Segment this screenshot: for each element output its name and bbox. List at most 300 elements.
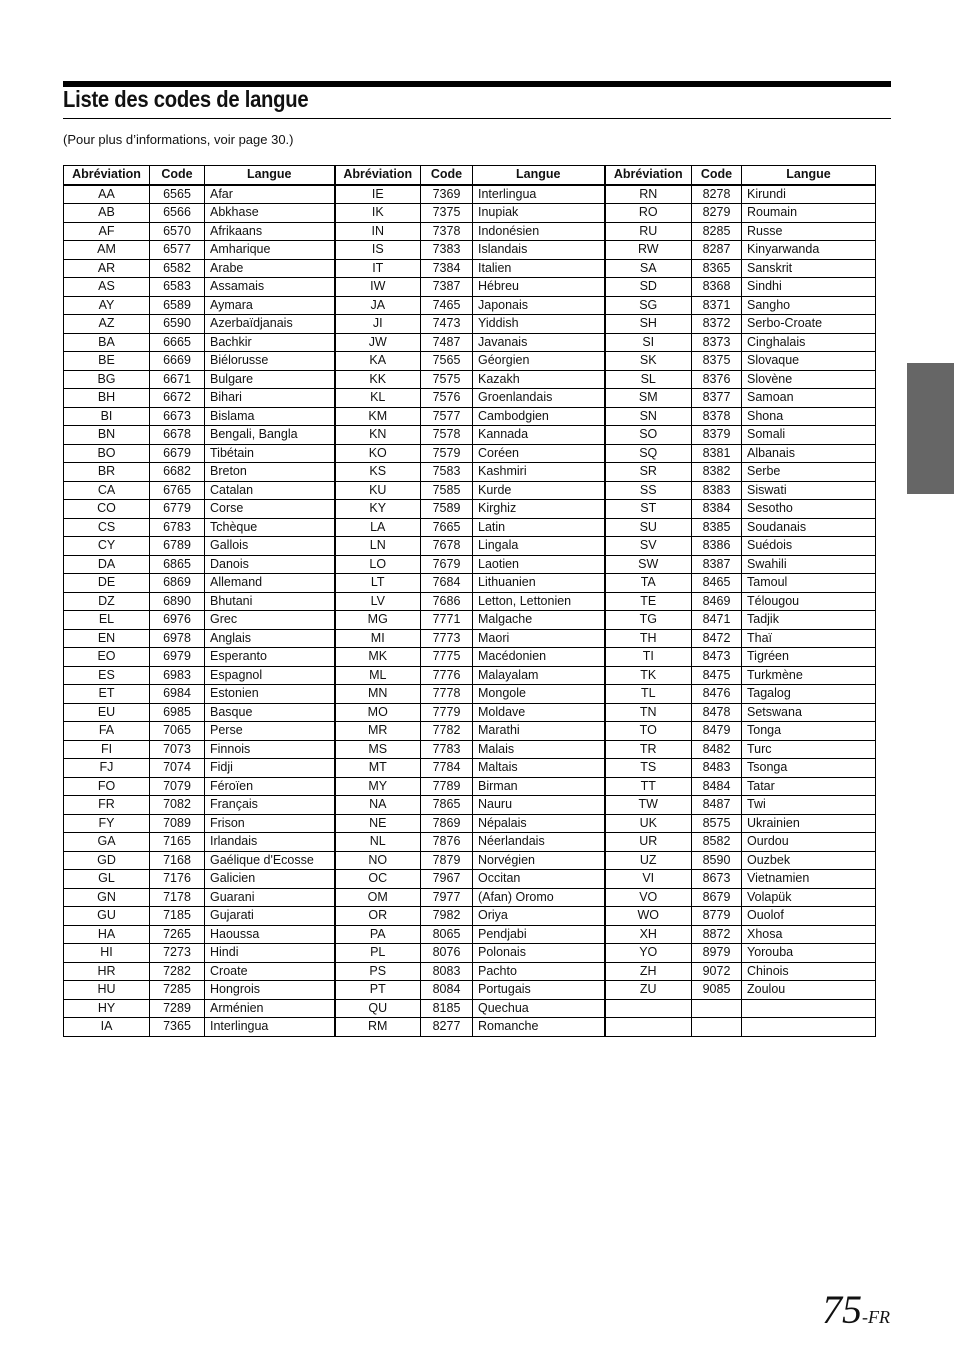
abbreviation-cell: SU xyxy=(605,518,692,537)
abbreviation-cell: IN xyxy=(335,222,421,241)
language-cell: Letton, Lettonien xyxy=(473,592,605,611)
abbreviation-cell: GN xyxy=(64,888,150,907)
header-lang: Langue xyxy=(473,166,605,185)
language-cell: Kannada xyxy=(473,426,605,445)
language-cell: Pendjabi xyxy=(473,925,605,944)
abbreviation-cell: SO xyxy=(605,426,692,445)
language-cell: Swahili xyxy=(742,555,876,574)
abbreviation-cell: DE xyxy=(64,574,150,593)
abbreviation-cell: DA xyxy=(64,555,150,574)
abbreviation-cell: CO xyxy=(64,500,150,519)
abbreviation-cell: TI xyxy=(605,648,692,667)
table-row xyxy=(64,389,876,408)
language-cell: Yiddish xyxy=(473,315,605,334)
language-cell: Géorgien xyxy=(473,352,605,371)
abbreviation-cell: SR xyxy=(605,463,692,482)
abbreviation-cell: AY xyxy=(64,296,150,315)
language-cell: Danois xyxy=(205,555,335,574)
abbreviation-cell: DZ xyxy=(64,592,150,611)
code-cell: 8285 xyxy=(692,222,742,241)
code-cell: 6671 xyxy=(150,370,205,389)
abbreviation-cell: RW xyxy=(605,241,692,260)
code-cell: 8679 xyxy=(692,888,742,907)
abbreviation-cell: JW xyxy=(335,333,421,352)
code-cell: 8484 xyxy=(692,777,742,796)
language-cell: Portugais xyxy=(473,981,605,1000)
abbreviation-cell: MS xyxy=(335,740,421,759)
abbreviation-cell: CY xyxy=(64,537,150,556)
abbreviation-cell: KU xyxy=(335,481,421,500)
code-cell: 6869 xyxy=(150,574,205,593)
header-abbr: Abréviation xyxy=(64,166,150,185)
language-cell: Arménien xyxy=(205,999,335,1018)
language-cell: Norvégien xyxy=(473,851,605,870)
language-cell: Tchèque xyxy=(205,518,335,537)
code-cell: 7977 xyxy=(421,888,473,907)
code-cell: 7879 xyxy=(421,851,473,870)
code-cell: 8378 xyxy=(692,407,742,426)
table-row xyxy=(64,500,876,519)
code-cell: 8872 xyxy=(692,925,742,944)
language-cell: Kirghiz xyxy=(473,500,605,519)
abbreviation-cell: RO xyxy=(605,204,692,223)
page-number xyxy=(822,1286,890,1333)
abbreviation-cell: YO xyxy=(605,944,692,963)
code-cell: 8779 xyxy=(692,907,742,926)
language-cell: Afrikaans xyxy=(205,222,335,241)
language-cell: Nauru xyxy=(473,796,605,815)
code-cell: 8487 xyxy=(692,796,742,815)
language-cell: Oriya xyxy=(473,907,605,926)
abbreviation-cell: GD xyxy=(64,851,150,870)
abbreviation-cell: OC xyxy=(335,870,421,889)
abbreviation-cell: SL xyxy=(605,370,692,389)
table-row xyxy=(64,518,876,537)
abbreviation-cell: FJ xyxy=(64,759,150,778)
language-cell: Hébreu xyxy=(473,278,605,297)
language-cell: Kurde xyxy=(473,481,605,500)
language-cell: Tamoul xyxy=(742,574,876,593)
code-cell: 6566 xyxy=(150,204,205,223)
code-cell: 7865 xyxy=(421,796,473,815)
code-cell: 8381 xyxy=(692,444,742,463)
language-cell: Bihari xyxy=(205,389,335,408)
code-cell: 7579 xyxy=(421,444,473,463)
abbreviation-cell: JI xyxy=(335,315,421,334)
code-cell: 7784 xyxy=(421,759,473,778)
code-cell: 8471 xyxy=(692,611,742,630)
abbreviation-cell: BA xyxy=(64,333,150,352)
code-cell: 8382 xyxy=(692,463,742,482)
language-cell: Suédois xyxy=(742,537,876,556)
table-row xyxy=(64,944,876,963)
code-cell: 6983 xyxy=(150,666,205,685)
abbreviation-cell: SA xyxy=(605,259,692,278)
code-cell: 8065 xyxy=(421,925,473,944)
abbreviation-cell: NO xyxy=(335,851,421,870)
table-row xyxy=(64,1018,876,1037)
language-cell: Maltais xyxy=(473,759,605,778)
code-cell: 6565 xyxy=(150,185,205,204)
abbreviation-cell: KA xyxy=(335,352,421,371)
table-row xyxy=(64,777,876,796)
code-cell: 6979 xyxy=(150,648,205,667)
header-abbr: Abréviation xyxy=(335,166,421,185)
abbreviation-cell: KN xyxy=(335,426,421,445)
code-cell: 8673 xyxy=(692,870,742,889)
language-cell: Volapük xyxy=(742,888,876,907)
language-cell: Tagalog xyxy=(742,685,876,704)
language-cell: Roumain xyxy=(742,204,876,223)
language-cell: Cinghalais xyxy=(742,333,876,352)
table-row xyxy=(64,315,876,334)
code-cell: 6865 xyxy=(150,555,205,574)
code-cell: 7565 xyxy=(421,352,473,371)
abbreviation-cell: UK xyxy=(605,814,692,833)
abbreviation-cell: SH xyxy=(605,315,692,334)
abbreviation-cell: SD xyxy=(605,278,692,297)
table-row xyxy=(64,814,876,833)
language-cell: Lithuanien xyxy=(473,574,605,593)
table-row xyxy=(64,555,876,574)
language-cell: Interlingua xyxy=(205,1018,335,1037)
language-cell: Malgache xyxy=(473,611,605,630)
abbreviation-cell: TE xyxy=(605,592,692,611)
code-cell xyxy=(692,1018,742,1037)
language-cell: Quechua xyxy=(473,999,605,1018)
header-code: Code xyxy=(150,166,205,185)
code-cell: 6673 xyxy=(150,407,205,426)
language-cell: Hongrois xyxy=(205,981,335,1000)
abbreviation-cell: BO xyxy=(64,444,150,463)
code-cell: 7265 xyxy=(150,925,205,944)
abbreviation-cell: IS xyxy=(335,241,421,260)
abbreviation-cell: MN xyxy=(335,685,421,704)
abbreviation-cell: ES xyxy=(64,666,150,685)
code-cell: 7773 xyxy=(421,629,473,648)
abbreviation-cell: BG xyxy=(64,370,150,389)
language-cell: Haoussa xyxy=(205,925,335,944)
abbreviation-cell: JA xyxy=(335,296,421,315)
language-cell: Gallois xyxy=(205,537,335,556)
code-cell: 8590 xyxy=(692,851,742,870)
language-cell: Tigréen xyxy=(742,648,876,667)
language-cell: Zoulou xyxy=(742,981,876,1000)
abbreviation-cell: FO xyxy=(64,777,150,796)
code-cell: 8379 xyxy=(692,426,742,445)
language-codes-table xyxy=(63,165,876,1037)
language-cell: Catalan xyxy=(205,481,335,500)
code-cell: 7684 xyxy=(421,574,473,593)
code-cell: 7178 xyxy=(150,888,205,907)
table-row xyxy=(64,592,876,611)
abbreviation-cell: QU xyxy=(335,999,421,1018)
language-cell: Esperanto xyxy=(205,648,335,667)
language-cell: Guarani xyxy=(205,888,335,907)
table-row xyxy=(64,537,876,556)
abbreviation-cell: NE xyxy=(335,814,421,833)
abbreviation-cell: VI xyxy=(605,870,692,889)
abbreviation-cell: FR xyxy=(64,796,150,815)
table-row xyxy=(64,463,876,482)
abbreviation-cell: PT xyxy=(335,981,421,1000)
abbreviation-cell: IK xyxy=(335,204,421,223)
table-row xyxy=(64,481,876,500)
language-cell: Amharique xyxy=(205,241,335,260)
abbreviation-cell: AS xyxy=(64,278,150,297)
language-cell: Chinois xyxy=(742,962,876,981)
code-cell: 6890 xyxy=(150,592,205,611)
page-number-suffix: -FR xyxy=(862,1307,890,1327)
language-cell: Twi xyxy=(742,796,876,815)
abbreviation-cell: SG xyxy=(605,296,692,315)
language-cell: Bachkir xyxy=(205,333,335,352)
table-header-row xyxy=(64,166,876,185)
table-row xyxy=(64,296,876,315)
code-cell: 7074 xyxy=(150,759,205,778)
code-cell: 7375 xyxy=(421,204,473,223)
abbreviation-cell: EU xyxy=(64,703,150,722)
abbreviation-cell: RM xyxy=(335,1018,421,1037)
abbreviation-cell: TO xyxy=(605,722,692,741)
code-cell: 7285 xyxy=(150,981,205,1000)
language-cell: Allemand xyxy=(205,574,335,593)
language-cell: Ouzbek xyxy=(742,851,876,870)
code-cell: 8465 xyxy=(692,574,742,593)
code-cell: 8373 xyxy=(692,333,742,352)
code-cell: 8387 xyxy=(692,555,742,574)
language-cell: Croate xyxy=(205,962,335,981)
abbreviation-cell: IW xyxy=(335,278,421,297)
language-cell: Arabe xyxy=(205,259,335,278)
code-cell: 7576 xyxy=(421,389,473,408)
code-cell: 6783 xyxy=(150,518,205,537)
language-cell: Latin xyxy=(473,518,605,537)
language-cell: Afar xyxy=(205,185,335,204)
abbreviation-cell: EO xyxy=(64,648,150,667)
header-lang: Langue xyxy=(742,166,876,185)
abbreviation-cell: GA xyxy=(64,833,150,852)
abbreviation-cell: OR xyxy=(335,907,421,926)
language-cell: Français xyxy=(205,796,335,815)
code-cell: 8368 xyxy=(692,278,742,297)
code-cell: 8476 xyxy=(692,685,742,704)
code-cell: 7289 xyxy=(150,999,205,1018)
language-cell: Népalais xyxy=(473,814,605,833)
abbreviation-cell: WO xyxy=(605,907,692,926)
language-cell: Pachto xyxy=(473,962,605,981)
abbreviation-cell: MK xyxy=(335,648,421,667)
code-cell: 8287 xyxy=(692,241,742,260)
language-cell: Groenlandais xyxy=(473,389,605,408)
code-cell: 8473 xyxy=(692,648,742,667)
table-row xyxy=(64,981,876,1000)
language-cell: Bulgare xyxy=(205,370,335,389)
abbreviation-cell: AZ xyxy=(64,315,150,334)
language-cell: Serbe xyxy=(742,463,876,482)
abbreviation-cell: BR xyxy=(64,463,150,482)
table-row xyxy=(64,407,876,426)
language-cell xyxy=(742,999,876,1018)
code-cell: 6583 xyxy=(150,278,205,297)
language-cell: Shona xyxy=(742,407,876,426)
language-cell: Ourdou xyxy=(742,833,876,852)
language-cell: Bengali, Bangla xyxy=(205,426,335,445)
abbreviation-cell: HU xyxy=(64,981,150,1000)
abbreviation-cell: BN xyxy=(64,426,150,445)
language-cell: Grec xyxy=(205,611,335,630)
language-cell: Tonga xyxy=(742,722,876,741)
code-cell: 8478 xyxy=(692,703,742,722)
code-cell: 7465 xyxy=(421,296,473,315)
language-cell: Tibétain xyxy=(205,444,335,463)
language-cell: Fidji xyxy=(205,759,335,778)
language-cell: (Afan) Oromo xyxy=(473,888,605,907)
abbreviation-cell: MY xyxy=(335,777,421,796)
code-cell: 8482 xyxy=(692,740,742,759)
code-cell: 8582 xyxy=(692,833,742,852)
code-cell: 6570 xyxy=(150,222,205,241)
code-cell: 7383 xyxy=(421,241,473,260)
code-cell: 7686 xyxy=(421,592,473,611)
table-row xyxy=(64,759,876,778)
abbreviation-cell: ZU xyxy=(605,981,692,1000)
language-cell: Yorouba xyxy=(742,944,876,963)
code-cell: 9085 xyxy=(692,981,742,1000)
abbreviation-cell: KK xyxy=(335,370,421,389)
abbreviation-cell: SQ xyxy=(605,444,692,463)
language-cell: Polonais xyxy=(473,944,605,963)
language-cell: Bislama xyxy=(205,407,335,426)
code-cell: 8076 xyxy=(421,944,473,963)
table-row xyxy=(64,888,876,907)
code-cell: 7273 xyxy=(150,944,205,963)
code-cell: 7577 xyxy=(421,407,473,426)
abbreviation-cell: TH xyxy=(605,629,692,648)
code-cell: 8083 xyxy=(421,962,473,981)
code-cell: 7585 xyxy=(421,481,473,500)
table-row xyxy=(64,703,876,722)
abbreviation-cell: VO xyxy=(605,888,692,907)
abbreviation-cell: AR xyxy=(64,259,150,278)
abbreviation-cell xyxy=(605,1018,692,1037)
code-cell: 7778 xyxy=(421,685,473,704)
code-cell: 7473 xyxy=(421,315,473,334)
language-cell: Hindi xyxy=(205,944,335,963)
abbreviation-cell: ST xyxy=(605,500,692,519)
abbreviation-cell: SI xyxy=(605,333,692,352)
language-cell: Féroïen xyxy=(205,777,335,796)
table-row xyxy=(64,999,876,1018)
abbreviation-cell: ET xyxy=(64,685,150,704)
abbreviation-cell: TT xyxy=(605,777,692,796)
code-cell: 7583 xyxy=(421,463,473,482)
table-row xyxy=(64,352,876,371)
code-cell: 8376 xyxy=(692,370,742,389)
abbreviation-cell: UZ xyxy=(605,851,692,870)
language-cell: Sesotho xyxy=(742,500,876,519)
table-row xyxy=(64,740,876,759)
code-cell: 6765 xyxy=(150,481,205,500)
code-cell: 7779 xyxy=(421,703,473,722)
table-row xyxy=(64,241,876,260)
language-cell: Kirundi xyxy=(742,185,876,204)
code-cell: 8483 xyxy=(692,759,742,778)
abbreviation-cell: LN xyxy=(335,537,421,556)
language-cell: Turkmène xyxy=(742,666,876,685)
language-cell: Cambodgien xyxy=(473,407,605,426)
code-cell xyxy=(692,999,742,1018)
code-cell: 6672 xyxy=(150,389,205,408)
table-row xyxy=(64,648,876,667)
language-cell: Slovaque xyxy=(742,352,876,371)
language-cell: Anglais xyxy=(205,629,335,648)
language-cell: Javanais xyxy=(473,333,605,352)
code-cell: 8278 xyxy=(692,185,742,204)
abbreviation-cell: PL xyxy=(335,944,421,963)
code-cell: 7776 xyxy=(421,666,473,685)
code-cell: 8479 xyxy=(692,722,742,741)
abbreviation-cell: SS xyxy=(605,481,692,500)
code-cell: 7678 xyxy=(421,537,473,556)
table-row xyxy=(64,426,876,445)
abbreviation-cell: RN xyxy=(605,185,692,204)
abbreviation-cell: TK xyxy=(605,666,692,685)
abbreviation-cell: AF xyxy=(64,222,150,241)
code-cell: 7982 xyxy=(421,907,473,926)
language-cell: Slovène xyxy=(742,370,876,389)
table-row xyxy=(64,222,876,241)
abbreviation-cell: OM xyxy=(335,888,421,907)
header-code: Code xyxy=(421,166,473,185)
code-cell: 7575 xyxy=(421,370,473,389)
abbreviation-cell: CS xyxy=(64,518,150,537)
language-cell xyxy=(742,1018,876,1037)
code-cell: 6577 xyxy=(150,241,205,260)
abbreviation-cell: NL xyxy=(335,833,421,852)
abbreviation-cell: KO xyxy=(335,444,421,463)
language-cell: Tadjik xyxy=(742,611,876,630)
abbreviation-cell: PS xyxy=(335,962,421,981)
table-row xyxy=(64,278,876,297)
table-row xyxy=(64,870,876,889)
abbreviation-cell: TR xyxy=(605,740,692,759)
code-cell: 6669 xyxy=(150,352,205,371)
code-cell: 6665 xyxy=(150,333,205,352)
header-code: Code xyxy=(692,166,742,185)
abbreviation-cell: HA xyxy=(64,925,150,944)
code-cell: 7282 xyxy=(150,962,205,981)
code-cell: 7168 xyxy=(150,851,205,870)
code-cell: 9072 xyxy=(692,962,742,981)
code-cell: 7378 xyxy=(421,222,473,241)
language-cell: Inupiak xyxy=(473,204,605,223)
code-cell: 7369 xyxy=(421,185,473,204)
abbreviation-cell: HR xyxy=(64,962,150,981)
table-row xyxy=(64,574,876,593)
table-row xyxy=(64,907,876,926)
code-cell: 7876 xyxy=(421,833,473,852)
language-cell: Thaï xyxy=(742,629,876,648)
code-cell: 8279 xyxy=(692,204,742,223)
abbreviation-cell: SV xyxy=(605,537,692,556)
language-cell: Moldave xyxy=(473,703,605,722)
abbreviation-cell: FY xyxy=(64,814,150,833)
abbreviation-cell: SN xyxy=(605,407,692,426)
abbreviation-cell: RU xyxy=(605,222,692,241)
language-cell: Ukrainien xyxy=(742,814,876,833)
language-cell: Indonésien xyxy=(473,222,605,241)
